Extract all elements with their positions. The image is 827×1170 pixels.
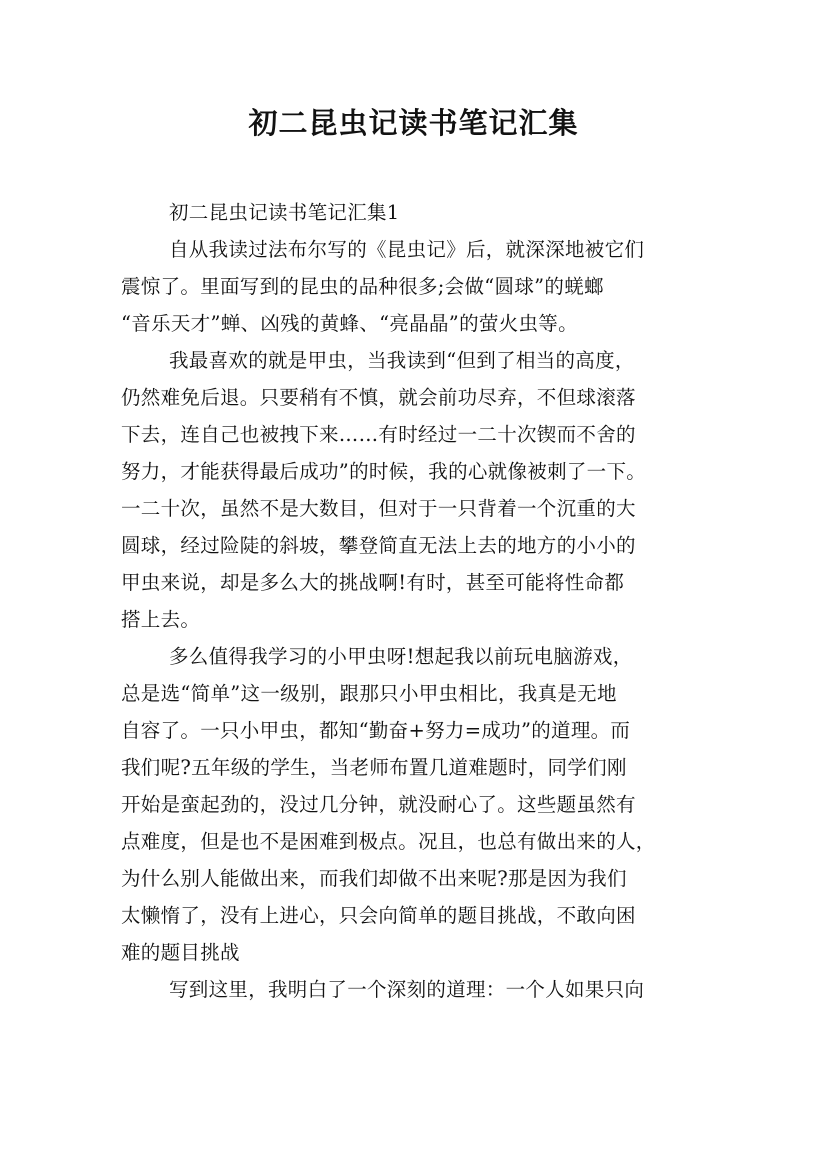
text-line: 写到这里，我明白了一个深刻的道理：一个人如果只向 [169,978,645,1001]
text-line: 自从我读过法布尔写的《昆虫记》后，就深深地被它们 [169,238,645,261]
document-title: 初二昆虫记读书笔记汇集 [248,106,579,140]
text-line: 仍然难免后退。只要稍有不慎，就会前功尽弃，不但球滚落 [121,386,636,409]
text-line: 初二昆虫记读书笔记汇集1 [169,201,400,224]
document-body [121,194,711,1008]
text-line: 努力，才能获得最后成功”的时候，我的心就像被刺了一下。 [121,460,647,483]
text-line: 一二十次，虽然不是大数目，但对于一只背着一个沉重的大 [121,497,636,520]
text-line: 搭上去。 [121,608,201,631]
text-line: 圆球，经过险陡的斜坡，攀登简直无法上去的地方的小小的 [121,534,636,557]
text-line: 多么值得我学习的小甲虫呀!想起我以前玩电脑游戏， [169,645,633,668]
text-line: 下去，连自己也被拽下来……有时经过一二十次锲而不舍的 [121,423,636,446]
text-line: “音乐天才”蝉、凶残的黄蜂、“亮晶晶”的萤火虫等。 [121,312,578,335]
text-line: 自容了。一只小甲虫，都知“勤奋+努力=成功”的道理。而 [121,719,631,742]
text-line: 震惊了。里面写到的昆虫的品种很多;会做“圆球”的蜣螂 [121,275,604,298]
text-line: 总是选“简单”这一级别，跟那只小甲虫相比，我真是无地 [121,682,617,705]
text-line: 我们呢?五年级的学生，当老师布置几道难题时，同学们刚 [121,756,627,779]
text-line: 难的题目挑战 [121,941,240,964]
text-line: 太懒惰了，没有上进心，只会向简单的题目挑战，不敢向困 [121,904,636,927]
text-line: 为什么别人能做出来，而我们却做不出来呢?那是因为我们 [121,867,627,890]
text-line: 我最喜欢的就是甲虫，当我读到“但到了相当的高度， [169,349,635,372]
text-line: 甲虫来说，却是多么大的挑战啊!有时，甚至可能将性命都 [121,571,625,594]
text-line: 开始是蛮起劲的，没过几分钟，就没耐心了。这些题虽然有 [121,793,636,816]
text-line: 点难度，但是也不是困难到极点。况且，也总有做出来的人， [121,830,656,853]
